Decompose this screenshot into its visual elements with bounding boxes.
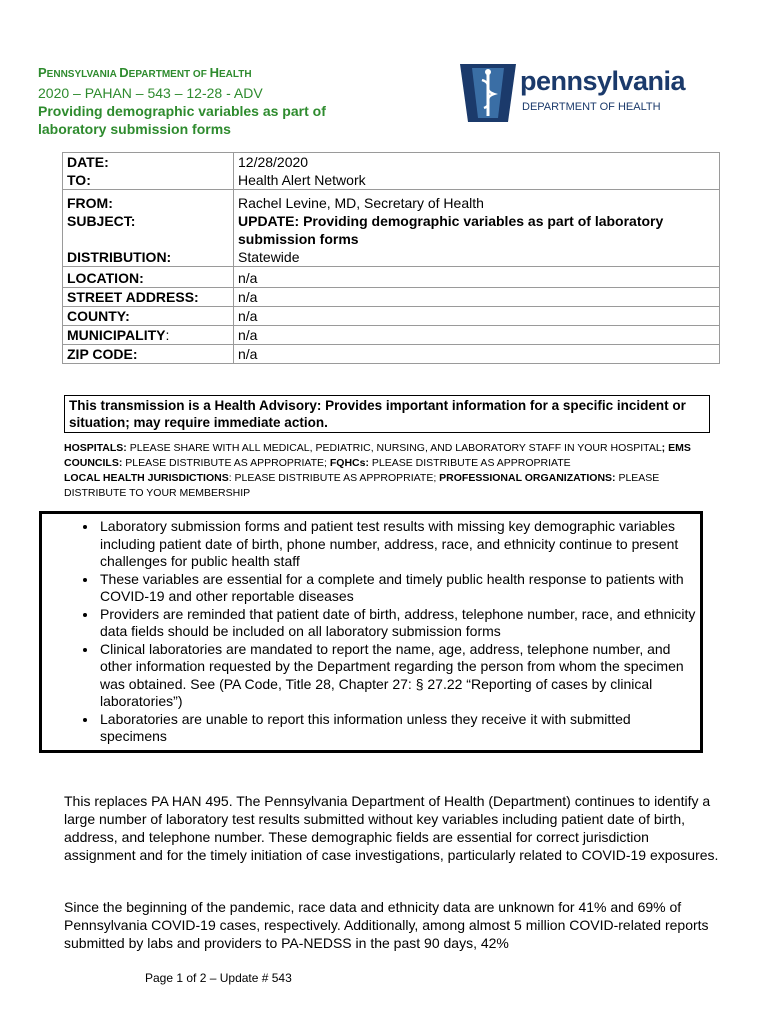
location-label: LOCATION: [67,270,144,286]
list-item: • Providers are reminded that patient date of birth, address, telephone number, race, and ethnicity data fields should be included on all laboratory submission forms [98,606,700,641]
agency-initial: D [119,65,129,80]
info-value: n/a [234,288,720,307]
pa-health-logo [458,60,698,126]
header-info-table [62,152,720,364]
distribution-value: Statewide [238,249,300,265]
table-row [63,345,720,364]
han-title [38,102,438,138]
note-text: PLEASE DISTRIBUTE AS APPROPRIATE [368,457,571,469]
list-item: • Laboratories are unable to report this information unless they receive it with submitted specimens [98,711,700,746]
key-points-box [39,511,703,753]
to-value: Health Alert Network [238,172,366,188]
note-label: PROFESSIONAL ORGANIZATIONS: [439,472,616,484]
table-row [63,190,720,267]
logo-wordmark: pennsylvania [520,66,686,96]
info-value [234,153,720,190]
date-value: 12/28/2020 [238,154,309,170]
advisory-line: situation; may require immediate action. [69,415,328,430]
list-item: • Laboratory submission forms and patient test results with missing key demographic variables including patient date of birth, phone number, address, race, and ethnicity continue to present challenges for public health staff [98,518,700,571]
advisory-notice [64,395,710,433]
subject-value: submission forms [238,231,359,247]
agency-initial: P [38,65,47,80]
info-label [63,267,234,288]
distribution-note [64,441,724,501]
agency-word: EALTH [219,69,252,80]
note-text: PLEASE DISTRIBUTE TO YOUR MEMBERSHIP [64,472,660,499]
note-text: : PLEASE DISTRIBUTE AS APPROPRIATE; [228,472,440,484]
note-text: PLEASE DISTRIBUTE AS APPROPRIATE; [122,457,330,469]
body-paragraph: This replaces PA HAN 495. The Pennsylvania Department of Health (Department) continues to identify a large number of laboratory test results submitted without key variables including patient date of birth, address, and telephone number. These demographic fields are essential for correct jurisdiction assignment and for the timely initiation of case investigations, particularly related to COVID-19 exposures. [64,793,719,863]
table-row [63,326,720,345]
advisory-line: This transmission is a Health Advisory: Provides important information for a specific incident or [69,398,686,413]
list-item: • Clinical laboratories are mandated to report the name, age, address, telephone number, and other information requested by the Department regarding the person from whom the specimen was obtained. See (PA Code, Title 28, Chapter 27: § 27.22 “Reporting of cases by clinical laboratories”) [98,641,700,711]
date-label: DATE: [67,154,109,170]
distribution-label: DISTRIBUTION: [67,249,172,265]
table-row [63,307,720,326]
agency-word: EPARTMENT OF [128,69,210,80]
note-label: FQHCs: [329,457,369,469]
agency-word: ENNSYLVANIA [46,69,120,80]
agency-initial: H [209,65,219,80]
note-label: LOCAL HEALTH JURISDICTIONS [64,472,229,484]
note-text: PLEASE SHARE WITH ALL MEDICAL, PEDIATRIC, NURSING, AND LABORATORY STAFF IN YOUR HOSPITAL [126,442,662,454]
municipality-colon: : [165,327,170,343]
from-label: FROM: [67,195,113,211]
municipality-label: MUNICIPALITY [67,327,166,343]
subject-value: UPDATE: Providing demographic variables as part of laboratory [238,213,664,229]
page-footer: Page 1 of 2 – Update # 543 [145,971,292,985]
table-row [63,267,720,288]
info-value: n/a [234,267,720,288]
body-paragraph: Since the beginning of the pandemic, race data and ethnicity data are unknown for 41% and 69% of Pennsylvania COVID-19 cases, respectively. Additionally, among almost 5 million COVID-related reports submitted by labs and providers to PA-NEDSS in the past 90 days, 42% [64,899,709,951]
from-value: Rachel Levine, MD, Secretary of Health [238,195,484,211]
info-label [63,190,234,267]
note-label: ; EMS COUNCILS: [64,442,691,469]
document-header [38,64,438,138]
han-title-line: laboratory submission forms [38,121,231,137]
agency-name [38,64,438,84]
info-label: ZIP CODE: [63,345,234,364]
info-label [63,153,234,190]
subject-label: SUBJECT: [67,213,136,229]
info-value: n/a [234,326,720,345]
han-code: 2020 – PAHAN – 543 – 12-28 - ADV [38,85,263,101]
logo-subtitle: DEPARTMENT OF HEALTH [522,101,661,113]
info-label: COUNTY: [63,307,234,326]
list-item: • These variables are essential for a complete and timely public health response to patients with COVID-19 and other reportable diseases [98,571,700,606]
han-title-line: Providing demographic variables as part of [38,103,326,119]
info-value: n/a [234,345,720,364]
info-value: n/a [234,307,720,326]
key-points-list [42,518,700,746]
table-row [63,288,720,307]
info-label [63,326,234,345]
to-label: TO: [67,172,91,188]
table-row [63,153,720,190]
keystone-icon [458,60,518,126]
note-label: HOSPITALS: [64,442,127,454]
info-value [234,190,720,267]
info-label: STREET ADDRESS: [63,288,234,307]
